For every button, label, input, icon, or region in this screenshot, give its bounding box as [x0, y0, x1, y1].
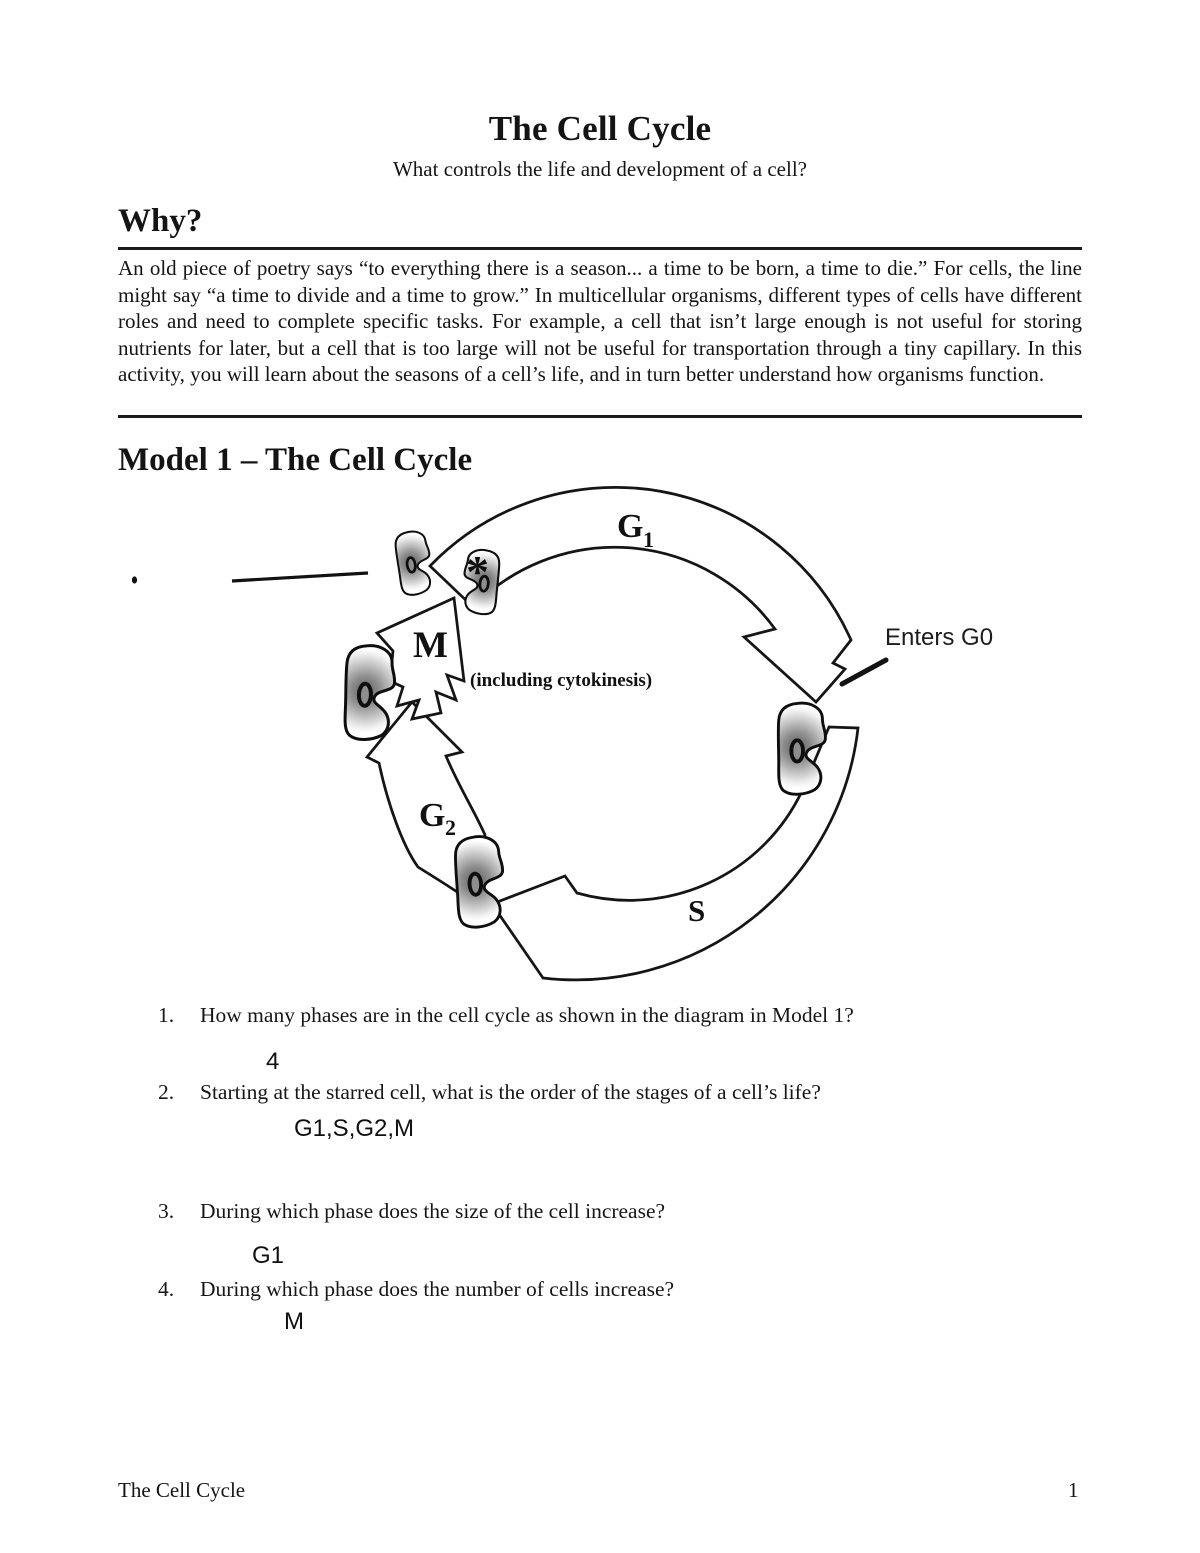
cell-bottom [454, 835, 505, 928]
divider-bottom [118, 415, 1082, 418]
answer-4: M [284, 1308, 304, 1335]
question-3-number: 3. [158, 1199, 175, 1223]
question-2-number: 2. [158, 1080, 175, 1104]
question-3 [158, 1199, 665, 1224]
star-marker: * [466, 546, 489, 597]
model1-heading: Model 1 – The Cell Cycle [118, 442, 473, 478]
label-g2: G [419, 797, 446, 834]
why-heading: Why? [118, 203, 203, 239]
why-paragraph: An old piece of poetry says “to everything there is a season... a time to be born, a time to die.” For cells, the line might say “a time to divide and a time to grow.” In multicellular organisms, different types of cells have different roles and need to complete specific tasks. For example, a cell that isn’t large enough is not useful for storing nutrients for later, but a cell that is too large will not be useful for transportation through a tiny capillary. In this activity, you will learn about the seasons of a cell’s life, and in turn better understand how organisms function. [118, 256, 1082, 387]
pen-dot [132, 576, 137, 583]
question-1-number: 1. [158, 1003, 175, 1027]
question-2-text: Starting at the starred cell, what is the order of the stages of a cell’s life? [200, 1080, 821, 1104]
label-g1: G [617, 508, 644, 545]
question-1-text: How many phases are in the cell cycle as shown in the diagram in Model 1? [200, 1003, 854, 1027]
answer-1: 4 [266, 1048, 280, 1075]
page-title: The Cell Cycle [488, 109, 712, 148]
question-4 [158, 1277, 674, 1302]
question-2 [158, 1080, 821, 1105]
divider-top [118, 247, 1082, 250]
cell-cycle-diagram [0, 470, 1200, 1015]
question-3-text: During which phase does the size of the cell increase? [200, 1199, 666, 1223]
label-m-note: (including cytokinesis) [470, 670, 653, 691]
g0-pointer-line [842, 660, 886, 684]
question-4-text: During which phase does the number of cells increase? [200, 1277, 675, 1301]
pen-pointer-line [232, 573, 368, 581]
g0-annotation: Enters G0 [885, 624, 994, 651]
cell-top [394, 529, 435, 596]
cell-left [344, 645, 396, 741]
footer-page-number: 1 [1068, 1478, 1079, 1502]
footer-title: The Cell Cycle [118, 1478, 246, 1502]
label-m: M [413, 625, 448, 666]
page-subtitle: What controls the life and development of a cell? [392, 157, 807, 181]
label-g2-sub: 2 [445, 815, 456, 840]
question-1 [158, 1003, 854, 1028]
answer-3: G1 [252, 1242, 285, 1269]
question-4-number: 4. [158, 1277, 175, 1301]
answer-2: G1,S,G2,M [294, 1115, 415, 1142]
label-s: S [688, 893, 706, 928]
label-g1-sub: 1 [643, 527, 654, 552]
